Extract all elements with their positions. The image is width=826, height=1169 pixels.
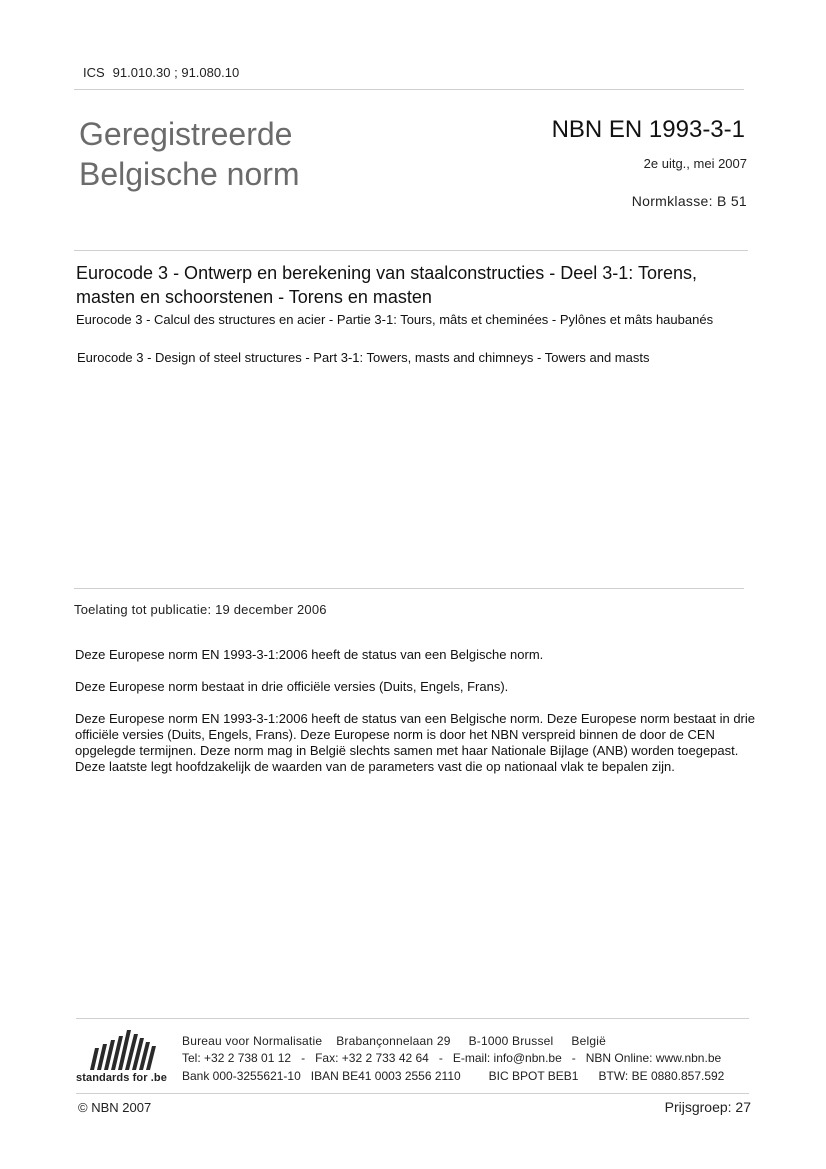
logo-tagline: standards for .be bbox=[76, 1072, 167, 1084]
nbn-logo bbox=[76, 1024, 172, 1090]
approval-divider bbox=[74, 588, 744, 589]
norm-class: Normklasse: B 51 bbox=[631, 193, 747, 209]
price-group: Prijsgroep: 27 bbox=[664, 1099, 751, 1115]
street-address: Brabançonnelaan 29 bbox=[336, 1034, 451, 1048]
status-paragraph: Deze Europese norm EN 1993-3-1:2006 heeft de status van een Belgische norm. bbox=[75, 647, 544, 662]
header-divider bbox=[74, 89, 744, 90]
website-link[interactable]: NBN Online: www.nbn.be bbox=[585, 1051, 722, 1065]
fax: Fax: +32 2 733 42 64 bbox=[315, 1051, 429, 1065]
city: B-1000 Brussel bbox=[468, 1034, 554, 1048]
ics-value: 91.010.30 ; 91.080.10 bbox=[112, 65, 240, 80]
title-french: Eurocode 3 - Calcul des structures en acier - Partie 3-1: Tours, mâts et cheminées - Pylônes et mâts haubanés bbox=[76, 312, 714, 327]
national-annex-paragraph: Deze Europese norm EN 1993-3-1:2006 heeft de status van een Belgische norm. Deze Europese norm bestaat in drie officiële versies (Duits, Engels, Frans). Deze Europese norm is door het NBN verspreid binnen de door de CEN opgelegde termijnen. Deze norm mag in België slechts samen met haar Nationale Bijlage (ANB) worden toegepast. Deze laatste legt hoofdzakelijk de waarden van de parameters vast die op nationaal vlak te bepalen zijn. bbox=[75, 711, 756, 774]
publication-approval-date: Toelating tot publicatie: 19 december 2006 bbox=[74, 602, 327, 617]
iban: IBAN BE41 0003 2556 2110 bbox=[310, 1069, 461, 1083]
bic: BIC BPOT BEB1 bbox=[488, 1069, 579, 1083]
ics-label: ICS bbox=[83, 65, 105, 80]
footer-top-divider bbox=[76, 1018, 749, 1019]
address-line bbox=[182, 1034, 606, 1048]
versions-paragraph: Deze Europese norm bestaat in drie officiële versies (Duits, Engels, Frans). bbox=[75, 679, 509, 694]
org-name: Bureau voor Normalisatie bbox=[182, 1034, 323, 1048]
email-link[interactable]: E-mail: info@nbn.be bbox=[452, 1051, 562, 1065]
bank-line bbox=[182, 1069, 724, 1083]
phone: Tel: +32 2 738 01 12 bbox=[182, 1051, 292, 1065]
ics-codes bbox=[83, 65, 239, 80]
country: België bbox=[571, 1034, 606, 1048]
nbn-logo-icon bbox=[76, 1024, 172, 1072]
vat-number: BTW: BE 0880.857.592 bbox=[598, 1069, 725, 1083]
title-english: Eurocode 3 - Design of steel structures - Part 3-1: Towers, masts and chimneys - Towers and masts bbox=[77, 350, 650, 365]
copyright: © NBN 2007 bbox=[78, 1100, 152, 1115]
title-dutch: Eurocode 3 - Ontwerp en berekening van staalconstructies - Deel 3-1: Torens, masten en schoorstenen - Torens en masten bbox=[76, 263, 697, 307]
title-divider bbox=[74, 250, 748, 251]
edition-info: 2e uitg., mei 2007 bbox=[643, 156, 747, 171]
registered-standard-title: Geregistreerde Belgische norm bbox=[79, 116, 300, 192]
standard-number: NBN EN 1993-3-1 bbox=[551, 116, 745, 143]
footer-bottom-divider bbox=[76, 1093, 749, 1094]
contact-line: Tel: +32 2 738 01 12 - Fax: +32 2 733 42 64 - E-mail: info@nbn.be - NBN Online: www.nbn.be bbox=[182, 1051, 722, 1065]
bank-account: Bank 000-3255621-10 bbox=[182, 1069, 301, 1083]
